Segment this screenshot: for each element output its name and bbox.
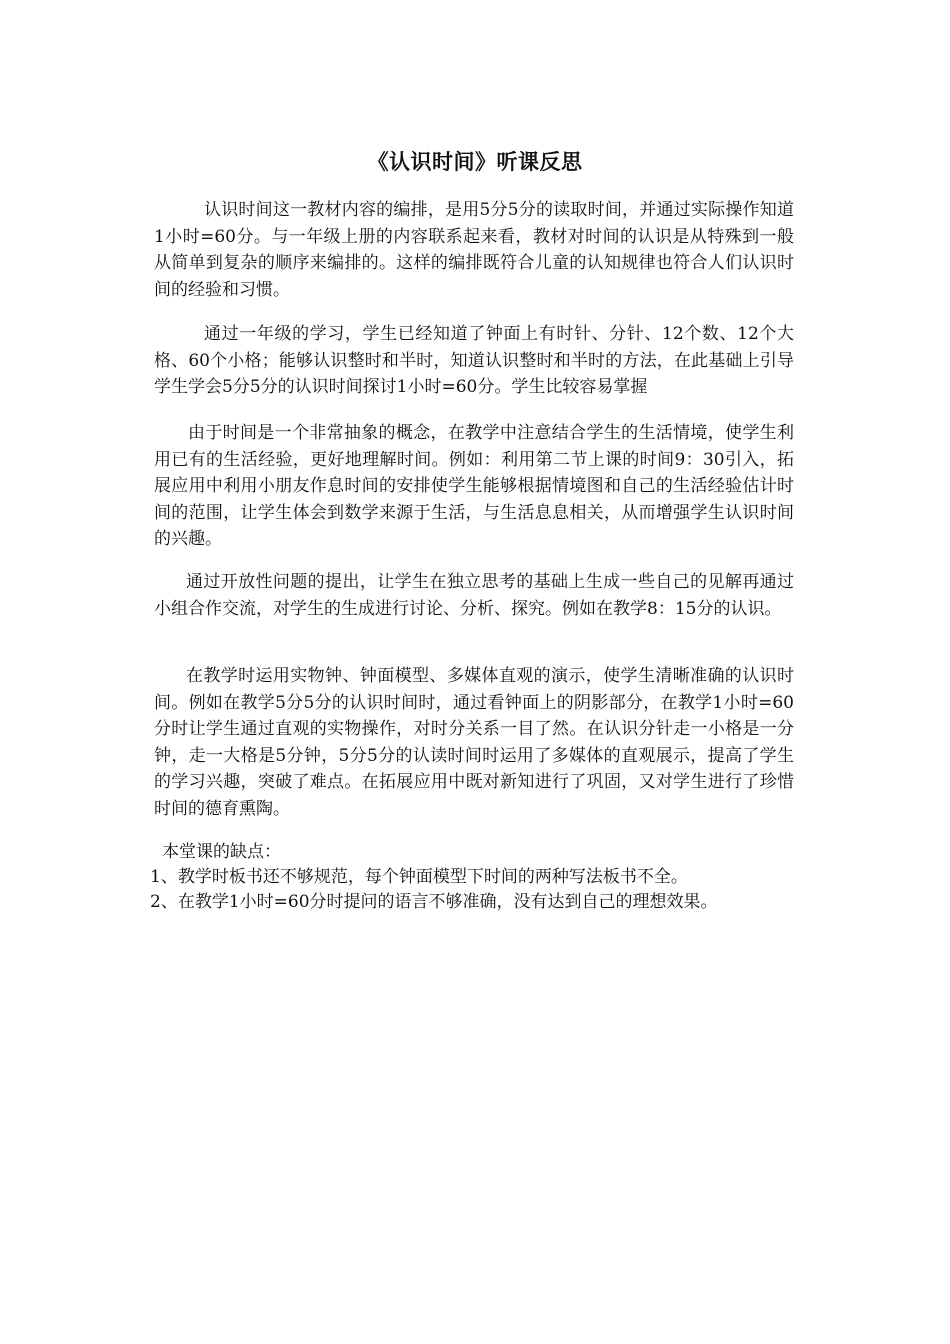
paragraph-visual-teaching: 在教学时运用实物钟、钟面模型、多媒体直观的演示，使学生清晰准确的认识时间。例如在教学5分5分的认识时间时，通过看钟面上的阴影部分，在教学1小时=60分时让学生通过直观的实物操作，对时分关系一目了然。在认识分针走一小格是一分钟，走一大格是5分钟，5分5分的认读时间时运用了多媒体的直观展示，提高了学生的学习兴趣，突破了难点。在拓展应用中既对新知进行了巩固，又对学生进行了珍惜时间的德育熏陶。	[154, 666, 794, 819]
shortcoming-item: 1、教学时板书还不够规范，每个钟面模型下时间的两种写法板书不全。	[150, 867, 688, 887]
document-title: 《认识时间》听课反思	[367, 150, 583, 174]
paragraph-life-context: 由于时间是一个非常抽象的概念，在教学中注意结合学生的生活情境，使学生利用已有的生活经验，更好地理解时间。例如：利用第二节上课的时间9：30引入，拓展应用中利用小朋友作息时间的安排使学生能够根据情境图和自己的生活经验估计时间的范围，让学生体会到数学来源于生活，与生活息息相关，从而增强学生认识时间的兴趣。	[154, 423, 794, 549]
paragraph-open-questions: 通过开放性问题的提出，让学生在独立思考的基础上生成一些自己的见解再通过小组合作交流，对学生的生成进行讨论、分析、探究。例如在教学8：15分的认识。	[154, 572, 794, 619]
paragraph-curriculum-arrangement: 认识时间这一教材内容的编排，是用5分5分的读取时间，并通过实际操作知道1小时=60分。与一年级上册的内容联系起来看，教材对时间的认识是从特殊到一般从简单到复杂的顺序来编排的。这样的编排既符合儿童的认知规律也符合人们认识时间的经验和习惯。	[154, 200, 794, 300]
shortcomings-heading: 本堂课的缺点：	[162, 842, 281, 862]
shortcoming-item: 2、在教学1小时=60分时提问的语言不够准确，没有达到自己的理想效果。	[150, 892, 718, 912]
paragraph-prior-knowledge: 通过一年级的学习，学生已经知道了钟面上有时针、分针、12个数、12个大格、60个小格；能够认识整时和半时，知道认识整时和半时的方法，在此基础上引导学生学会5分5分的认识时间探讨1小时=60分。学生比较容易掌握	[154, 324, 794, 397]
